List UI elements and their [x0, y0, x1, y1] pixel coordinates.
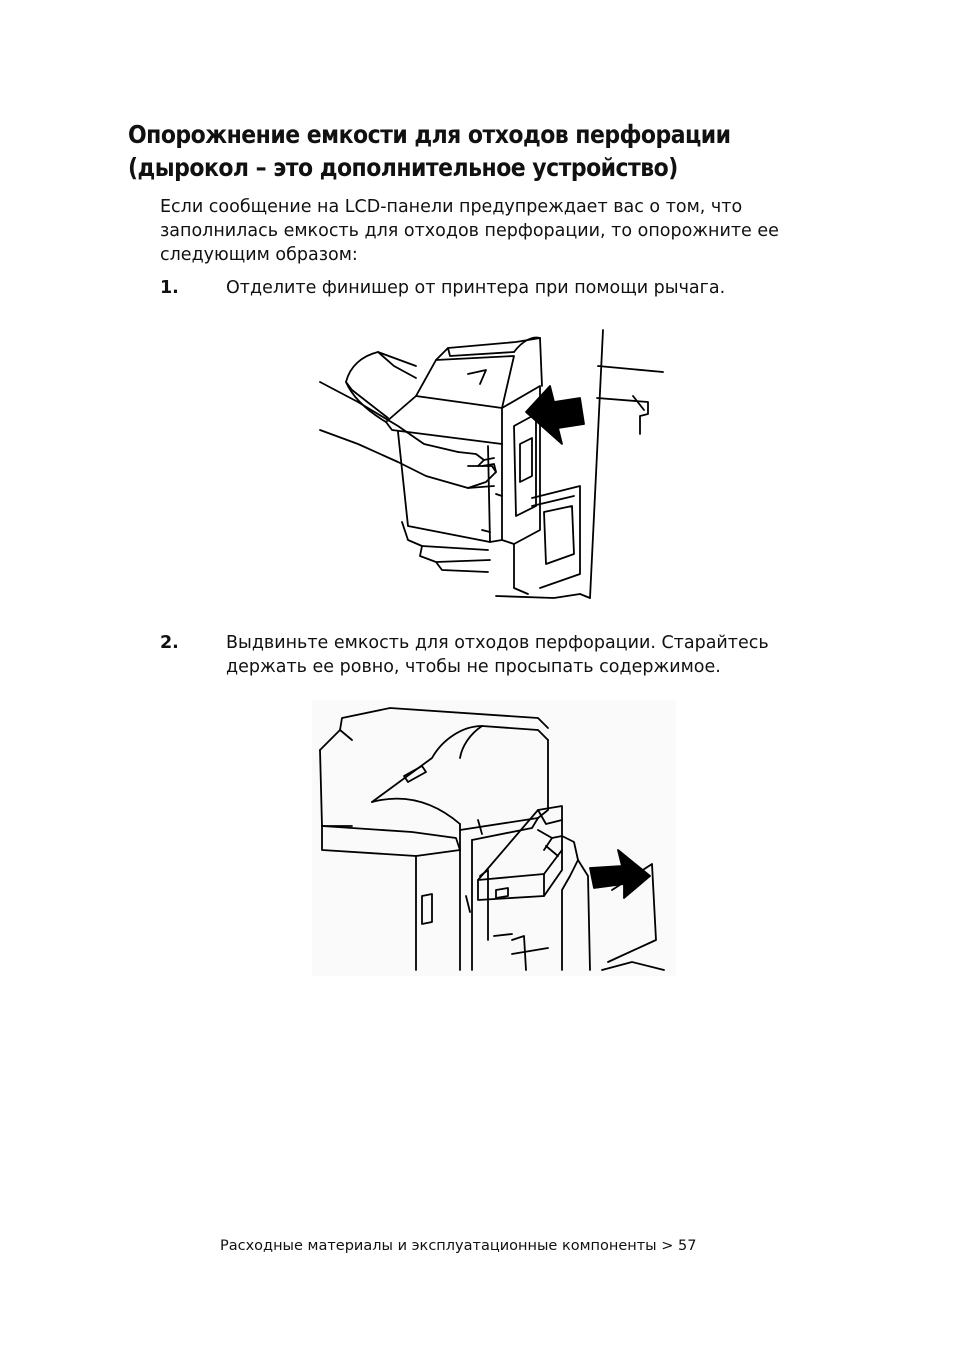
- intro-line-2: заполнилась емкость для отходов перфорации, то опорожните ее: [160, 221, 779, 241]
- step-2-line-2: держать ее ровно, чтобы не просыпать содержимое.: [226, 657, 721, 677]
- step-1-text: [226, 276, 846, 300]
- step-2-number: 2.: [160, 633, 179, 653]
- intro-paragraph: [160, 195, 840, 267]
- step-2-text: [226, 631, 846, 679]
- intro-line-1: Если сообщение на LCD-панели предупреждает вас о том, что: [160, 197, 743, 217]
- section-heading-line-2: (дырокол – это дополнительное устройство): [128, 153, 678, 182]
- section-heading: [128, 118, 762, 184]
- intro-line-3: следующим образом:: [160, 245, 358, 265]
- section-heading-line-1: Опорожнение емкости для отходов перфорации: [128, 120, 731, 149]
- step-1-line-1: Отделите финишер от принтера при помощи рычага.: [226, 278, 726, 298]
- finisher-detach-illustration: [318, 326, 668, 602]
- page-footer: Расходные материалы и эксплуатационные компоненты > 57: [220, 1238, 697, 1254]
- step-2-line-1: Выдвиньте емкость для отходов перфорации. Старайтесь: [226, 633, 769, 653]
- step-1-number: 1.: [160, 278, 179, 298]
- waste-container-illustration: [312, 700, 676, 976]
